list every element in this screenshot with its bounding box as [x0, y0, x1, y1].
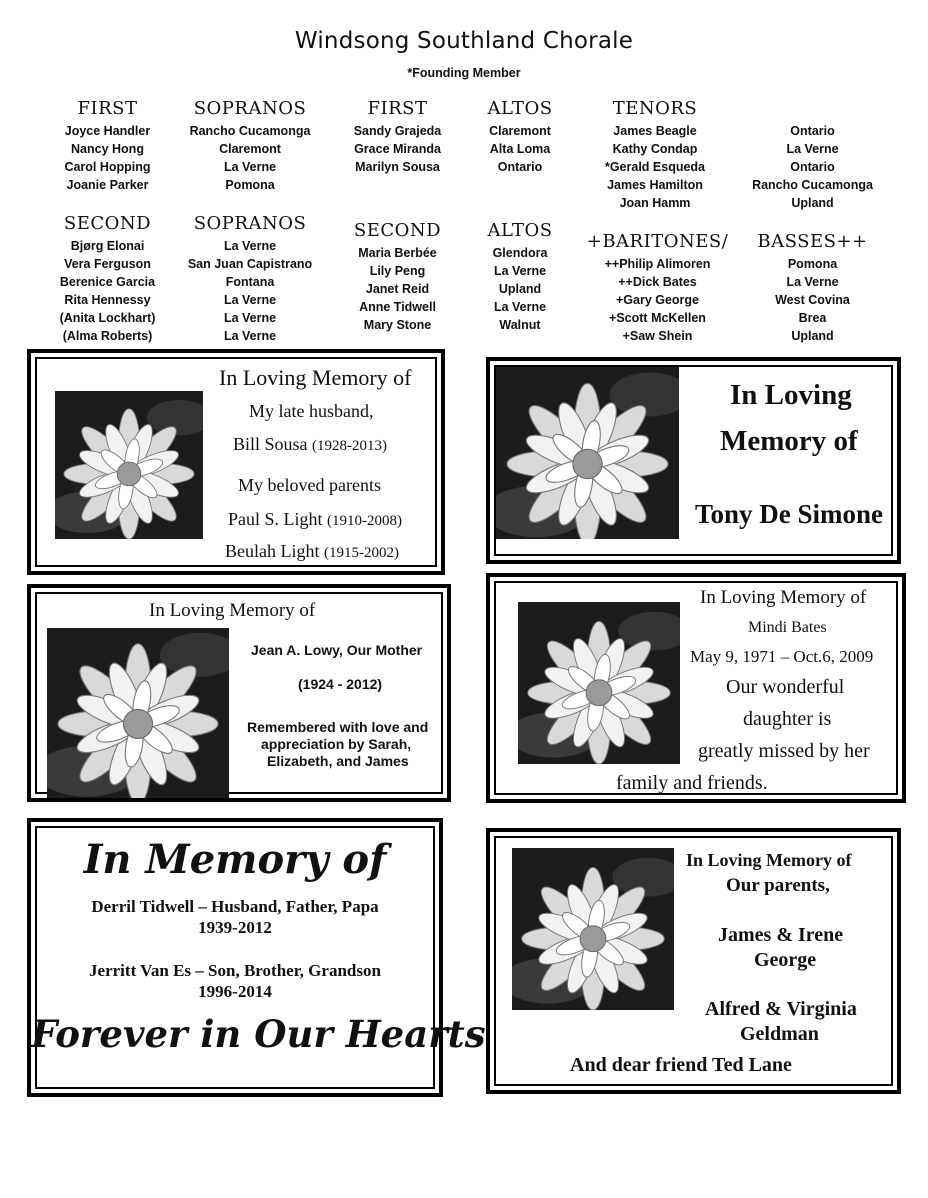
roster-entry: James Beagle — [613, 124, 697, 138]
roster-entry: La Verne — [493, 264, 547, 278]
ad-line: Geldman — [740, 1023, 819, 1045]
ad-line: May 9, 1971 – Oct.6, 2009 — [690, 647, 874, 666]
section-heading: ALTOS — [487, 220, 553, 241]
ad-line: Jerritt Van Es – Son, Brother, Grandson — [89, 961, 381, 980]
roster-entry: +Saw Shein — [622, 329, 693, 343]
roster-entry: San Juan Capistrano — [187, 257, 313, 271]
roster-entry: La Verne — [786, 275, 839, 289]
ad-line: My late husband, — [249, 401, 374, 421]
roster-entry: Walnut — [499, 318, 541, 332]
section-heading: SECOND — [353, 220, 442, 241]
roster-entry: La Verne — [223, 160, 277, 174]
ad-line: appreciation by Sarah, — [261, 736, 412, 752]
lotus-flower-photo — [55, 391, 203, 539]
roster-entry: *Gerald Esqueda — [604, 160, 706, 174]
page-title: Windsong Southland Chorale — [294, 28, 634, 54]
roster-entry: (Anita Lockhart) — [59, 311, 156, 325]
basses-cities — [740, 231, 885, 345]
ad-line: Elizabeth, and James — [267, 753, 409, 769]
roster-entry: Maria Berbée — [358, 246, 437, 260]
ad-line: Derril Tidwell – Husband, Father, Papa — [91, 897, 379, 916]
ad-line: 1939-2012 — [198, 918, 272, 937]
roster-entry: Pomona — [787, 257, 838, 271]
roster-entry: Upland — [498, 282, 542, 296]
roster-entry: Lily Peng — [369, 264, 426, 278]
ad-heading: In Memory of — [83, 836, 387, 883]
lotus-flower-photo — [47, 628, 229, 798]
founding-member-note: *Founding Member — [407, 66, 521, 80]
ad-heading: Memory of — [720, 425, 858, 457]
roster-entry: Brea — [798, 311, 827, 325]
roster-entry: Sandy Grajeda — [353, 124, 442, 138]
roster-entry: Janet Reid — [365, 282, 430, 296]
memorial-ad-lowy — [27, 584, 451, 802]
roster-entry: (Alma Roberts) — [62, 329, 153, 343]
ad-heading: In Loving Memory of — [686, 850, 852, 870]
roster-entry: Alta Loma — [489, 142, 551, 156]
roster-entry: Glendora — [492, 246, 548, 260]
roster-entry: Marilyn Sousa — [355, 160, 440, 174]
ad-heading: In Loving Memory of — [149, 600, 316, 621]
memorial-ad-desimone — [486, 357, 901, 564]
first-sopranos-cities — [175, 98, 325, 194]
ad-line: Paul S. Light (1910-2008) — [228, 509, 403, 529]
ad-closing: Forever in Our Hearts — [31, 1012, 486, 1056]
ad-heading: In Loving Memory of — [219, 365, 412, 390]
lotus-flower-photo — [518, 602, 680, 764]
second-sopranos-names — [45, 213, 170, 345]
memorial-ad-george — [486, 828, 901, 1094]
roster-entry: Vera Ferguson — [64, 257, 151, 271]
section-heading: SOPRANOS — [193, 98, 307, 119]
ad-line: Our wonderful — [726, 676, 845, 698]
section-heading: FIRST — [77, 98, 138, 119]
roster-entry: Claremont — [219, 142, 281, 156]
ad-line: Beulah Light (1915-2002) — [225, 541, 399, 561]
roster-entry: Ontario — [790, 124, 835, 138]
roster-entry: +Gary George — [615, 293, 700, 307]
roster-entry: +Scott McKellen — [609, 311, 706, 325]
section-heading: TENORS — [612, 98, 698, 119]
roster-entry: Kathy Condap — [612, 142, 698, 156]
memorial-ad-bates — [486, 573, 906, 803]
roster-entry: ++Philip Alimoren — [604, 257, 711, 271]
lotus-flower-photo — [512, 848, 674, 1010]
roster-entry: Nancy Hong — [71, 142, 144, 156]
roster-entry: Rancho Cucamonga — [752, 178, 873, 192]
memorial-ad-tidwell — [27, 818, 486, 1097]
ad-line: 1996-2014 — [198, 982, 272, 1001]
roster-entry: Mary Stone — [363, 318, 432, 332]
ad-line: daughter is — [743, 708, 832, 730]
section-heading: +BARITONES/ — [586, 231, 729, 252]
roster-entry: James Hamilton — [607, 178, 703, 192]
roster-entry: Bjørg Elonai — [70, 239, 145, 253]
baritones-names — [580, 231, 735, 345]
ad-line: Mindi Bates — [748, 619, 827, 636]
roster-entry: Upland — [791, 196, 834, 210]
section-heading: BASSES++ — [757, 231, 868, 252]
tenors-cities — [735, 122, 890, 212]
roster-entry: Fontana — [225, 275, 275, 289]
tenors-names — [585, 98, 725, 212]
roster-entry: La Verne — [223, 239, 277, 253]
section-heading: ALTOS — [487, 98, 553, 119]
roster-entry: La Verne — [786, 142, 839, 156]
roster-entry: Grace Miranda — [354, 142, 441, 156]
second-sopranos-cities — [170, 213, 330, 345]
ad-line: My beloved parents — [238, 475, 381, 495]
section-heading: FIRST — [367, 98, 428, 119]
ad-heading: In Loving — [730, 379, 852, 411]
roster-entry: Upland — [791, 329, 834, 343]
ad-line: Our parents, — [726, 875, 830, 896]
second-altos-names — [335, 220, 460, 334]
first-altos-names — [335, 98, 460, 176]
section-heading: SECOND — [63, 213, 152, 234]
ad-line: family and friends. — [616, 772, 768, 794]
lotus-flower-photo — [496, 367, 679, 539]
ad-line: Remembered with love and — [247, 719, 429, 735]
roster-entry: Joanie Parker — [66, 178, 149, 192]
ad-line: George — [754, 949, 817, 971]
roster-entry: La Verne — [223, 329, 277, 343]
ad-heading: In Loving Memory of — [700, 587, 867, 608]
roster-entry: Ontario — [790, 160, 835, 174]
roster-entry: Pomona — [225, 178, 275, 192]
roster-entry: Joan Hamm — [619, 196, 691, 210]
ad-line: Jean A. Lowy, Our Mother — [251, 642, 423, 658]
ad-line: James & Irene — [718, 924, 844, 946]
first-sopranos-names — [50, 98, 165, 194]
ad-line: greatly missed by her — [698, 740, 870, 762]
ad-line: (1924 - 2012) — [298, 676, 383, 692]
roster-entry: Anne Tidwell — [359, 300, 436, 314]
ad-honoree: Tony De Simone — [695, 499, 884, 529]
second-altos-cities — [470, 220, 570, 334]
ad-line: Alfred & Virginia — [705, 998, 857, 1020]
ad-line: And dear friend Ted Lane — [570, 1054, 792, 1076]
ad-line: Bill Sousa (1928-2013) — [233, 434, 388, 454]
roster-entry: Ontario — [497, 160, 543, 174]
roster-entry: Carol Hopping — [64, 160, 151, 174]
roster-entry: Joyce Handler — [64, 124, 151, 138]
roster-entry: ++Dick Bates — [618, 275, 697, 289]
roster-entry: West Covina — [775, 293, 850, 307]
roster-entry: La Verne — [493, 300, 547, 314]
roster-entry: Rita Hennessy — [64, 293, 151, 307]
roster-entry: La Verne — [223, 311, 277, 325]
roster-entry: Claremont — [489, 124, 551, 138]
first-altos-cities — [470, 98, 570, 176]
roster-entry: La Verne — [223, 293, 277, 307]
roster-entry: Berenice Garcia — [59, 275, 156, 289]
section-heading: SOPRANOS — [193, 213, 307, 234]
memorial-ad-sousa — [27, 349, 445, 575]
roster-entry: Rancho Cucamonga — [189, 124, 311, 138]
